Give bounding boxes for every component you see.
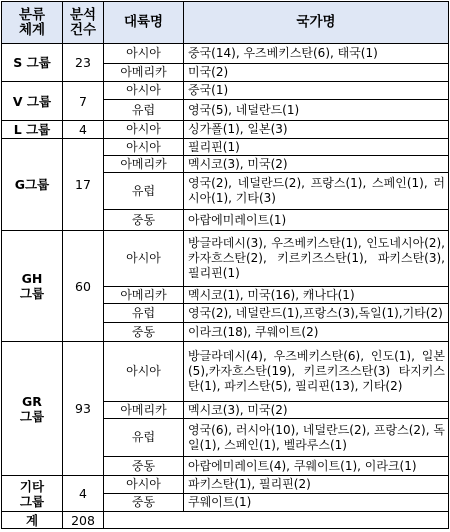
group-count: 7 (63, 82, 104, 121)
country-cell: 영국(2), 네덜란드(1),프랑스(3),독일(1),기타(2) (184, 304, 449, 323)
total-blank (104, 512, 449, 529)
country-cell: 싱가폴(1), 일본(3) (184, 121, 449, 139)
country-cell: 영국(6), 러시아(10), 네덜란드(2), 프랑스(2), 독일(1), 스페인(1), 벨라루스(1) (184, 419, 449, 457)
country-cell: 방글라데시(3), 우즈베키스탄(1), 인도네시아(2), 카자흐스탄(2), 키르키즈스탄(1), 파키스탄(3), 필리핀(1) (184, 231, 449, 287)
continent-cell: 아시아 (104, 44, 184, 64)
header-row (2, 2, 449, 44)
table-row (2, 44, 449, 64)
country-cell: 중국(1) (184, 82, 449, 100)
continent-cell: 아시아 (104, 121, 184, 139)
group-count: 60 (63, 231, 104, 342)
continent-cell: 유럽 (104, 419, 184, 457)
continent-cell: 유럽 (104, 100, 184, 121)
table-row (2, 82, 449, 100)
group-name-line2: 그룹 (19, 408, 45, 424)
country-cell: 파키스탄(1), 필리핀(2) (184, 476, 449, 494)
group-name: V 그룹 (2, 82, 63, 121)
country-cell: 아랍에미레이트(1) (184, 210, 449, 231)
table-row (2, 231, 449, 287)
continent-cell: 유럽 (104, 304, 184, 323)
header-group (2, 2, 63, 44)
continent-cell: 중동 (104, 494, 184, 512)
country-cell: 이라크(18), 쿠웨이트(2) (184, 323, 449, 342)
continent-cell: 아시아 (104, 231, 184, 287)
total-count: 208 (63, 512, 104, 529)
group-name: G그룹 (2, 139, 63, 231)
country-cell: 멕시코(1), 미국(16), 캐나다(1) (184, 287, 449, 304)
total-label: 계 (2, 512, 63, 529)
continent-cell: 아메리카 (104, 156, 184, 173)
table-row (2, 121, 449, 139)
group-name (2, 342, 63, 476)
continent-cell: 아메리카 (104, 287, 184, 304)
country-cell: 멕시코(3), 미국(2) (184, 156, 449, 173)
table-row (2, 476, 449, 494)
continent-cell: 아시아 (104, 342, 184, 402)
group-count: 4 (63, 121, 104, 139)
country-cell: 중국(14), 우즈베키스탄(6), 태국(1) (184, 44, 449, 64)
header-count (63, 2, 104, 44)
continent-cell: 유럽 (104, 173, 184, 210)
group-name: L 그룹 (2, 121, 63, 139)
country-cell: 필리핀(1) (184, 139, 449, 156)
continent-cell: 중동 (104, 323, 184, 342)
country-cell: 영국(5), 네덜란드(1) (184, 100, 449, 121)
continent-cell: 중동 (104, 457, 184, 476)
header-count-line2: 건수 (69, 21, 97, 38)
country-cell: 미국(2) (184, 64, 449, 82)
country-cell: 멕시코(3), 미국(2) (184, 402, 449, 419)
country-cell: 영국(2), 네덜란드(2), 프랑스(1), 스페인(1), 러시아(1), 기타(3) (184, 173, 449, 210)
header-country: 국가명 (184, 2, 449, 44)
total-row (2, 512, 449, 529)
group-name-line1: GR (22, 393, 42, 409)
continent-cell: 아시아 (104, 139, 184, 156)
group-name-line1: GH (21, 271, 43, 286)
header-count-line1: 분석 (69, 6, 97, 23)
header-continent: 대륙명 (104, 2, 184, 44)
header-group-line1: 분류 (18, 6, 46, 23)
continent-cell: 중동 (104, 210, 184, 231)
group-count: 23 (63, 44, 104, 82)
continent-cell: 아메리카 (104, 64, 184, 82)
group-name-line2: 그룹 (19, 493, 45, 509)
group-count: 17 (63, 139, 104, 231)
continent-cell: 아시아 (104, 82, 184, 100)
country-cell: 아랍에미레이트(4), 쿠웨이트(1), 이라크(1) (184, 457, 449, 476)
header-group-line2: 체계 (18, 21, 46, 38)
group-count: 4 (63, 476, 104, 512)
group-name (2, 231, 63, 342)
country-cell: 방글라데시(4), 우즈베키스탄(6), 인도(1), 일본(5),카자흐스탄(19), 키르키즈스탄(3) 타지키스탄(1), 파키스탄(5), 필리핀(13), 기타(2) (184, 342, 449, 402)
country-cell: 쿠웨이트(1) (184, 494, 449, 512)
group-name-line2: 그룹 (19, 286, 45, 301)
analysis-table (1, 1, 449, 529)
table-row (2, 139, 449, 156)
group-count: 93 (63, 342, 104, 476)
group-name: S 그룹 (2, 44, 63, 82)
group-name (2, 476, 63, 512)
continent-cell: 아시아 (104, 476, 184, 494)
table-row (2, 342, 449, 402)
continent-cell: 아메리카 (104, 402, 184, 419)
group-name-line1: 기타 (19, 478, 45, 494)
